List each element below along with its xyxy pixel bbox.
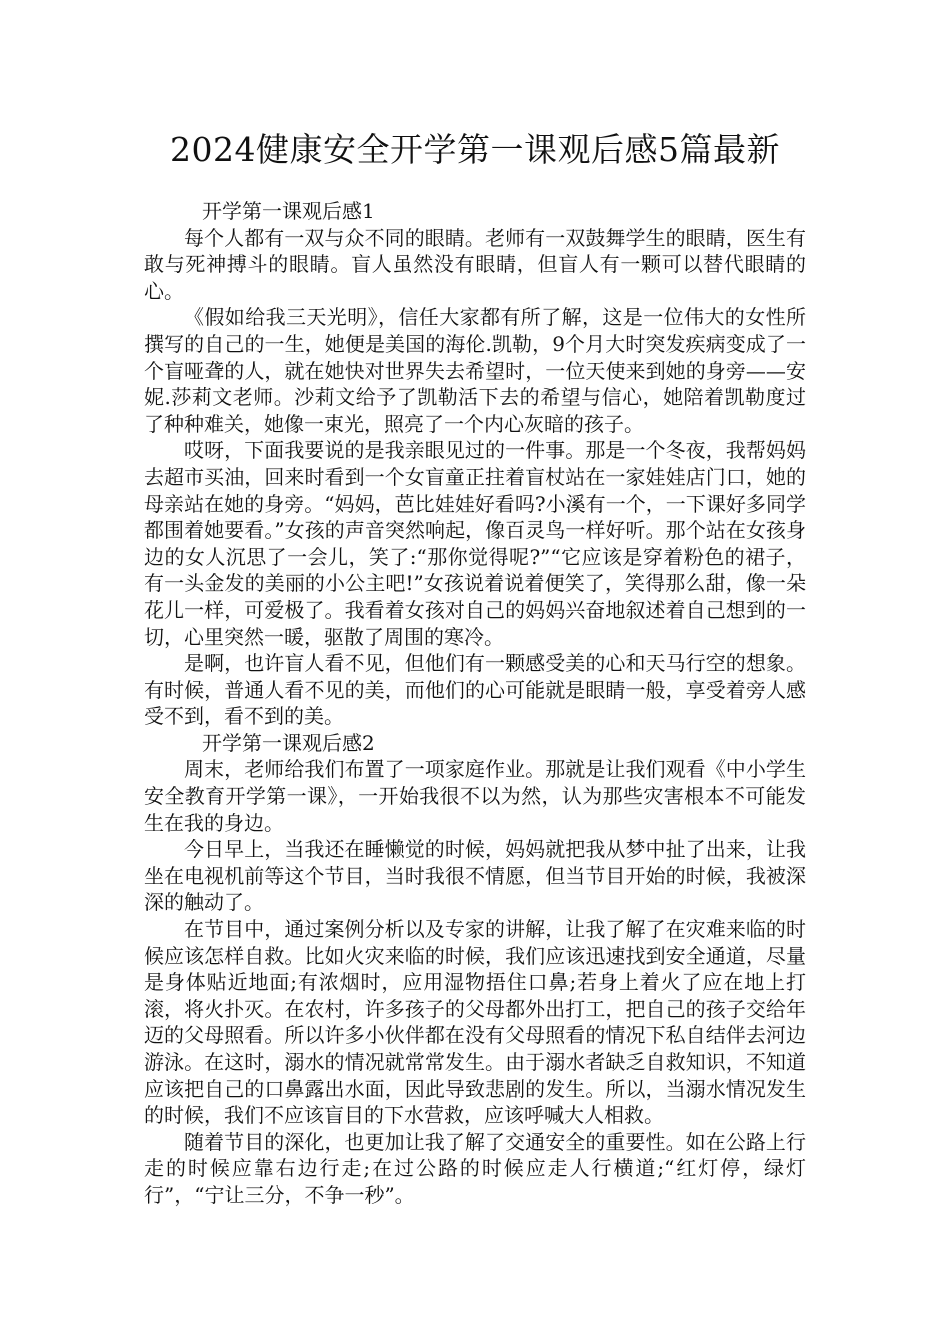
document-title: 2024健康安全开学第一课观后感5篇最新 <box>170 130 780 169</box>
document-body <box>144 198 806 1209</box>
body-paragraph: 每个人都有一双与众不同的眼睛。老师有一双鼓舞学生的眼睛，医生有敢与死神搏斗的眼睛。盲人虽然没有眼睛，但盲人有一颗可以替代眼睛的心。 <box>144 225 806 303</box>
body-paragraph: 今日早上，当我还在睡懒觉的时候，妈妈就把我从梦中扯了出来，让我坐在电视机前等这个节目，当时我很不情愿，但当节目开始的时候，我被深深的触动了。 <box>144 837 806 915</box>
body-paragraph: 《假如给我三天光明》，信任大家都有所了解，这是一位伟大的女性所撰写的自己的一生，她便是美国的海伦.凯勒，9个月大时突发疾病变成了一个盲哑聋的人，就在她快对世界失去希望时，一位天使来到她的身旁——安妮.莎莉文老师。沙莉文给予了凯勒活下去的希望与信心，她陪着凯勒度过了种种难关，她像一束光，照亮了一个内心灰暗的孩子。 <box>144 305 806 436</box>
section-heading: 开学第一课观后感2 <box>202 730 375 755</box>
body-paragraph: 哎呀，下面我要说的是我亲眼见过的一件事。那是一个冬夜，我帮妈妈去超市买油，回来时看到一个女盲童正拄着盲杖站在一家娃娃店门口，她的母亲站在她的身旁。“妈妈，芭比娃娃好看吗?小溪有一个，一下课好多同学都围着她要看。”女孩的声音突然响起，像百灵鸟一样好听。那个站在女孩身边的女人沉思了一会儿，笑了:“那你觉得呢?”“它应该是穿着粉色的裙子，有一头金发的美丽的小公主吧!”女孩说着说着便笑了，笑得那么甜，像一朵花儿一样，可爱极了。我看着女孩对自己的妈妈兴奋地叙述着自己想到的一切，心里突然一暖，驱散了周围的寒冷。 <box>144 438 806 649</box>
body-paragraph: 是啊，也许盲人看不见，但他们有一颗感受美的心和天马行空的想象。有时候，普通人看不见的美，而他们的心可能就是眼睛一般，享受着旁人感受不到，看不到的美。 <box>144 651 806 729</box>
body-paragraph: 随着节目的深化，也更加让我了解了交通安全的重要性。如在公路上行走的时候应靠右边行走;在过公路的时候应走人行横道;“红灯停，绿灯行”，“宁让三分，不争一秒”。 <box>144 1129 806 1207</box>
section-heading: 开学第一课观后感1 <box>202 199 375 223</box>
body-paragraph: 周末，老师给我们布置了一项家庭作业。那就是让我们观看《中小学生安全教育开学第一课》，一开始我很不以为然，认为那些灾害根本不可能发生在我的身边。 <box>144 757 806 835</box>
body-paragraph: 在节目中，通过案例分析以及专家的讲解，让我了解了在灾难来临的时候应该怎样自救。比如火灾来临的时候，我们应该迅速找到安全通道，尽量是身体贴近地面;有浓烟时，应用湿物捂住口鼻;若身上着火了应在地上打滚，将火扑灭。在农村，许多孩子的父母都外出打工，把自己的孩子交给年迈的父母照看。所以许多小伙伴都在没有父母照看的情况下私自结伴去河边游泳。在这时，溺水的情况就常常发生。由于溺水者缺乏自救知识，不知道应该把自己的口鼻露出水面，因此导致悲剧的发生。所以，当溺水情况发生的时候，我们不应该盲目的下水营救，应该呼喊大人相救。 <box>144 917 806 1128</box>
